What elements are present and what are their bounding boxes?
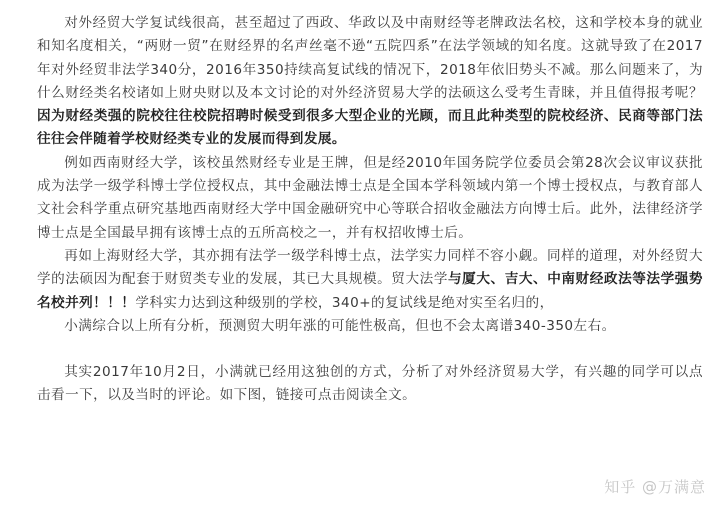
paragraph-4 — [37, 315, 703, 338]
zhihu-watermark: 知乎 @万满意 — [604, 478, 706, 496]
paragraph-1-emphasis: 因为财经类强的院校往往校院招聘时候受到很多大型企业的光顾，而且此种类型的院校经济、民商等部门法往往会伴随着学校财经类专业的发展而得到发展。 — [37, 108, 703, 148]
paragraph-3-emphasis: 与厦大、吉大、中南财经政法等法学强势名校并列！！！ — [37, 271, 703, 311]
paragraph-2 — [37, 152, 703, 245]
paragraph-4-text: 小满综合以上所有分析，预测贸大明年涨的可能性极高，但也不会太离谱340-350左右。 — [64, 317, 616, 334]
paragraph-1-text: 对外经贸大学复试线很高，甚至超过了西政、华政以及中南财经等老牌政法名校，这和学校本身的就业和知名度相关，“两财一贸”在财经界的名声丝毫不逊“五院四系”在法学领域的知名度。这就导致了在2017年对外经贸非法学340分，2016年350持续高复试线的情况下，2018年依旧势头不减。那么问题来了，为什么财经类名校诸如上财央财以及本文讨论的对外经济贸易大学的法硕这么受考生青睐，并且值得报考呢？ — [37, 15, 703, 101]
article-body — [37, 12, 703, 408]
paragraph-3-text: 再如上海财经大学，其亦拥有法学一级学科博士点，法学实力同样不容小觑。同样的道理，对外经贸大学的法硕因为配套于财贸类专业的发展，其已大具规模。贸大法学 — [37, 247, 703, 288]
paragraph-5 — [37, 361, 703, 408]
paragraph-5-text: 其实2017年10月2日，小满就已经用这独创的方式，分析了对外经济贸易大学，有兴趣的同学可以点击看一下，以及当时的评论。如下图，链接可点击阅读全文。 — [37, 364, 703, 404]
paragraph-2-text: 例如西南财经大学，该校虽然财经专业是王牌，但是经2010年国务院学位委员会第28次会议审议获批成为法学一级学科博士学位授权点，其中金融法博士点是全国本学科领域内第一个博士授权点，与教育部人文社会科学重点研究基地西南财经大学中国金融研究中心等联合招收金融法方向博士后。此外，法律经济学博士点是全国最早拥有该博士点的五所高校之一，并有权招收博士后。 — [37, 154, 703, 241]
paragraph-3 — [37, 245, 703, 315]
paragraph-1 — [37, 12, 703, 152]
paragraph-3-tail: 学科实力达到这种级别的学校，340+的复试线是绝对实至名归的， — [135, 294, 554, 311]
